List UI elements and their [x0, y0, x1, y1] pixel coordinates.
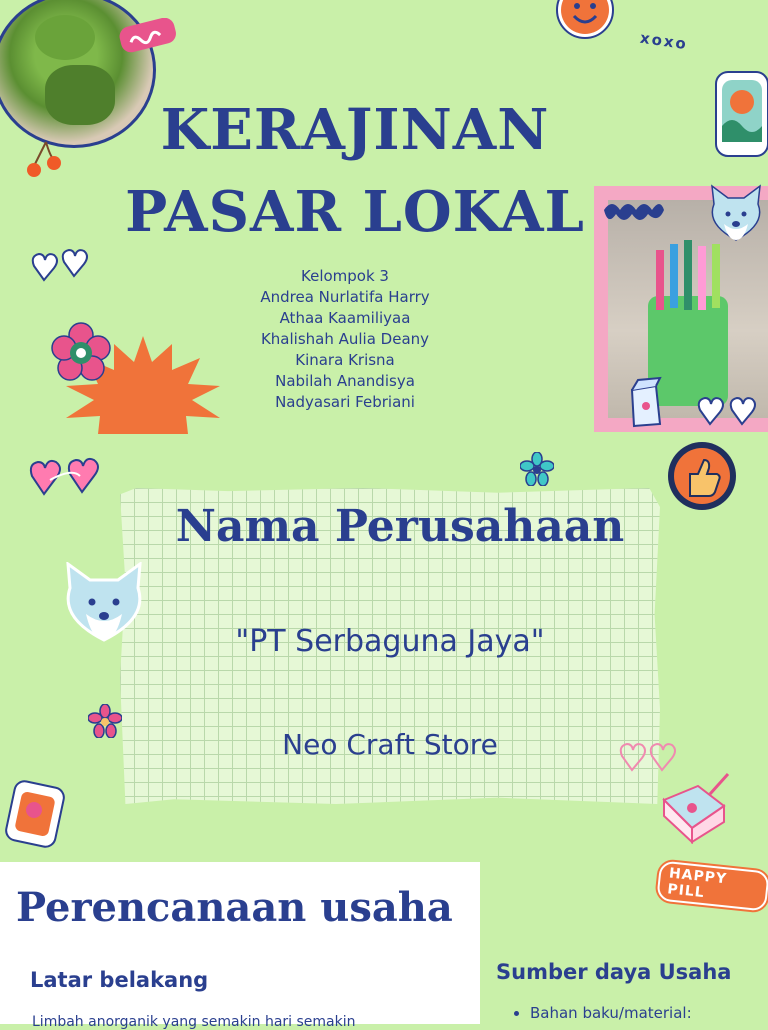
- happy-pill-sticker: HAPPY PILL: [656, 860, 768, 911]
- group-label: Kelompok 3: [301, 267, 389, 285]
- cherries-icon: [22, 140, 70, 180]
- pink-flower-icon: [88, 704, 122, 738]
- member-name: Athaa Kaamiliyaa: [279, 309, 411, 327]
- page-title-line2: PASAR LOKAL: [125, 179, 585, 245]
- xoxo-sticker: xoxo: [638, 28, 689, 54]
- teal-flower-icon: [520, 452, 554, 486]
- member-name: Andrea Nurlatifa Harry: [260, 288, 430, 306]
- flower-icon: [50, 322, 112, 384]
- hearts-icon: [30, 246, 94, 286]
- page-title-line1: KERAJINAN: [160, 97, 550, 163]
- wolf-sticker-icon: [60, 562, 148, 644]
- background-heading: Latar belakang: [30, 968, 209, 992]
- juice-box-icon: [654, 770, 744, 844]
- group-members: [230, 266, 460, 413]
- resources-list: [512, 1004, 692, 1022]
- member-name: Kinara Krisna: [295, 351, 395, 369]
- member-name: Khalishah Aulia Deany: [260, 330, 430, 348]
- cool-badge-icon: [4, 780, 66, 848]
- hearts-icon: [696, 392, 762, 428]
- cloud-sticker-icon: [600, 196, 666, 224]
- hearts-outline-icon: [618, 740, 682, 774]
- thumbs-up-icon: [666, 440, 738, 512]
- wolf-sticker-icon: [704, 184, 768, 244]
- pink-hearts-icon: [26, 454, 112, 500]
- background-text: Limbah anorganik yang semakin hari semakin: [32, 1014, 356, 1030]
- company-name: "PT Serbaguna Jaya": [235, 624, 545, 659]
- juice-box-icon: [628, 376, 664, 428]
- store-name: Neo Craft Store: [282, 728, 498, 761]
- wave-sticker-icon: [118, 18, 180, 54]
- cool-badge-icon: [714, 70, 768, 160]
- resources-heading: Sumber daya Usaha: [496, 960, 732, 984]
- member-name: Nabilah Anandisya: [275, 372, 415, 390]
- list-item: • Bahan baku/material:: [530, 1004, 692, 1022]
- company-heading: Nama Perusahaan: [175, 501, 625, 552]
- smiley-icon: [554, 0, 616, 40]
- planning-title: Perencanaan usaha: [16, 884, 453, 931]
- member-name: Nadyasari Febriani: [275, 393, 415, 411]
